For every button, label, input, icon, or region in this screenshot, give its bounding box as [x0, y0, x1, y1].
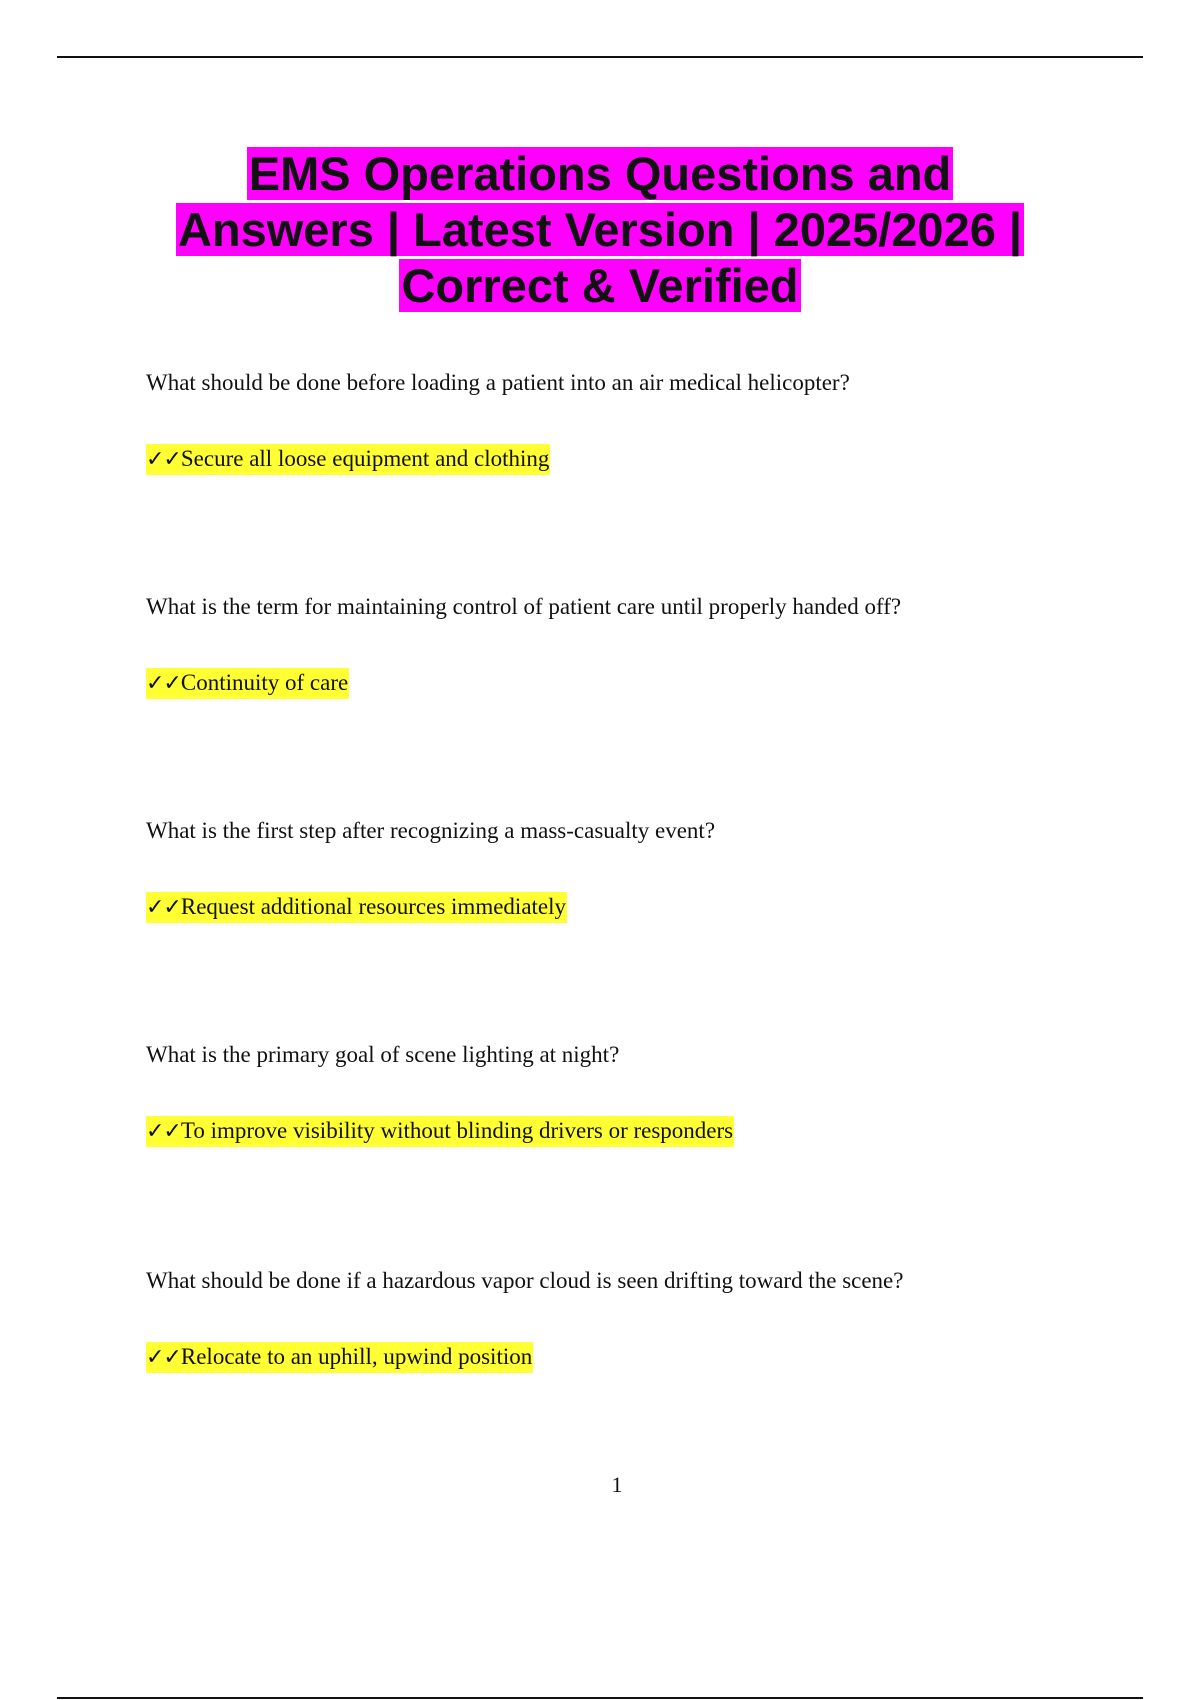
title-line: Answers | Latest Version | 2025/2026 |	[177, 203, 1023, 256]
question-text: What is the first step after recognizing a mass-casualty event?	[146, 818, 716, 843]
question-text: What is the term for maintaining control of patient care until properly handed off?	[146, 594, 902, 619]
checkmark-icon: ✓✓	[146, 895, 181, 920]
answer-text: ✓✓Secure all loose equipment and clothing	[146, 444, 550, 475]
question-text: What is the primary goal of scene lighting at night?	[146, 1042, 620, 1067]
answer-text: ✓✓To improve visibility without blinding drivers or responders	[146, 1116, 734, 1147]
document-title	[100, 146, 1100, 314]
question-text: What should be done before loading a patient into an air medical helicopter?	[146, 370, 850, 395]
answer-text: ✓✓Continuity of care	[146, 668, 349, 699]
checkmark-icon: ✓✓	[146, 1345, 181, 1370]
answer-text: ✓✓Relocate to an uphill, upwind position	[146, 1342, 533, 1373]
top-rule	[57, 56, 1143, 58]
page-number: 1	[611, 1472, 623, 1497]
title-line: EMS Operations Questions and	[248, 147, 952, 200]
checkmark-icon: ✓✓	[146, 671, 181, 696]
checkmark-icon: ✓✓	[146, 447, 181, 472]
answer-text: ✓✓Request additional resources immediately	[146, 892, 567, 923]
bottom-rule	[57, 1697, 1143, 1699]
checkmark-icon: ✓✓	[146, 1119, 181, 1144]
title-line: Correct & Verified	[401, 259, 799, 312]
question-text: What should be done if a hazardous vapor cloud is seen drifting toward the scene?	[146, 1268, 904, 1293]
